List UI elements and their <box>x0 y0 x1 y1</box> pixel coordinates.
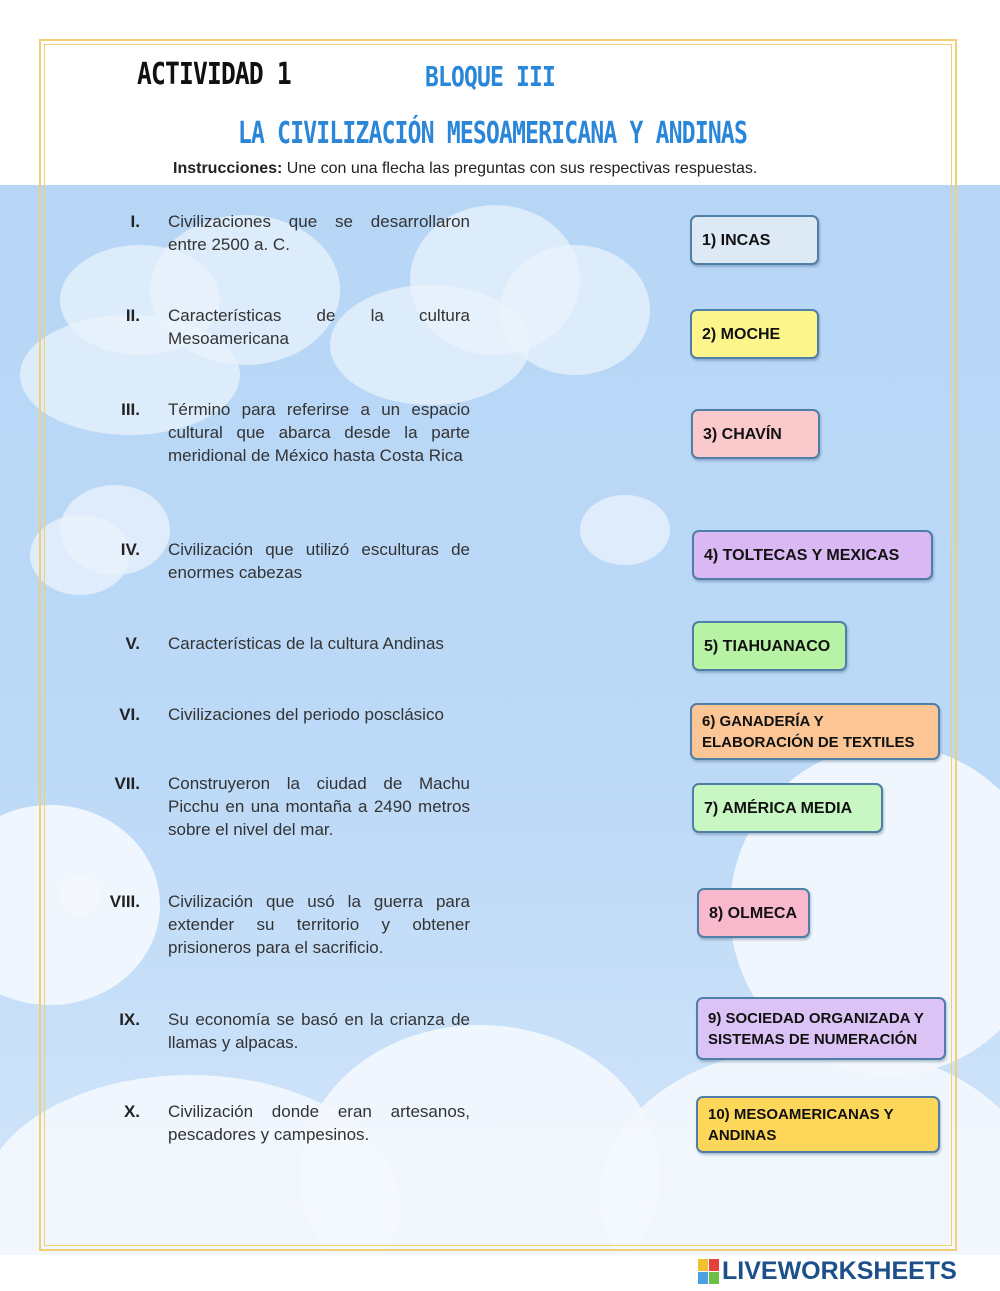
logo-cube-icon <box>698 1259 719 1284</box>
question-number: VI. <box>119 705 140 724</box>
answer-box[interactable]: 1) INCAS <box>690 215 819 265</box>
liveworksheets-logo <box>698 1257 957 1285</box>
instructions-label: Instrucciones: <box>173 160 283 177</box>
answer-box[interactable]: 10) MESOAMERICANAS Y ANDINAS <box>696 1096 940 1153</box>
activity-title: ACTIVIDAD 1 <box>137 57 291 92</box>
answer-box[interactable]: 2) MOCHE <box>690 309 819 359</box>
answer-box[interactable]: 5) TIAHUANACO <box>692 621 847 671</box>
question-text: Civilización que utilizó esculturas de enormes cabezas <box>168 540 470 582</box>
instructions-text: Une con una flecha las preguntas con sus respectivas respuestas. <box>282 160 758 177</box>
answer-box[interactable]: 4) TOLTECAS Y MEXICAS <box>692 530 933 580</box>
question-text: Características de la cultura Mesoamericana <box>168 306 470 348</box>
question-number: IV. <box>120 540 140 559</box>
answer-box[interactable]: 6) GANADERÍA Y ELABORACIÓN DE TEXTILES <box>690 703 940 760</box>
question-number: IX. <box>119 1010 140 1029</box>
answer-box[interactable]: 8) OLMECA <box>697 888 810 938</box>
question-number: VII. <box>114 774 140 793</box>
question-number: V. <box>125 634 140 653</box>
question-number: II. <box>125 306 140 325</box>
answer-box[interactable]: 3) CHAVÍN <box>691 409 820 459</box>
answer-box[interactable]: 9) SOCIEDAD ORGANIZADA Y SISTEMAS DE NUMERACIÓN <box>696 997 946 1060</box>
question-text: Civilización que usó la guerra para extender su territorio y obtener prisioneros para el sacrificio. <box>168 892 470 957</box>
question-number: VIII. <box>109 892 140 911</box>
question-number: X. <box>123 1102 140 1121</box>
question-text: Civilización donde eran artesanos, pescadores y campesinos. <box>168 1102 470 1144</box>
question-number: III. <box>121 400 140 419</box>
answer-box[interactable]: 7) AMÉRICA MEDIA <box>692 783 883 833</box>
logo-text: LIVEWORKSHEETS <box>722 1256 957 1285</box>
question-text: Características de la cultura Andinas <box>168 634 444 653</box>
block-title: BLOQUE III <box>425 60 556 93</box>
question-text: Término para referirse a un espacio cultural que abarca desde la parte meridional de México hasta Costa Rica <box>168 400 470 465</box>
question-text: Civilizaciones que se desarrollaron entre 2500 a. C. <box>168 212 470 254</box>
question-text: Civilizaciones del periodo posclásico <box>168 705 444 724</box>
page-title: LA CIVILIZACIÓN MESOAMERICANA Y ANDINAS <box>238 116 748 151</box>
question-text: Construyeron la ciudad de Machu Picchu en una montaña a 2490 metros sobre el nivel del mar. <box>168 774 470 839</box>
question-text: Su economía se basó en la crianza de llamas y alpacas. <box>168 1010 470 1052</box>
instructions <box>173 160 757 178</box>
question-number: I. <box>130 212 140 231</box>
